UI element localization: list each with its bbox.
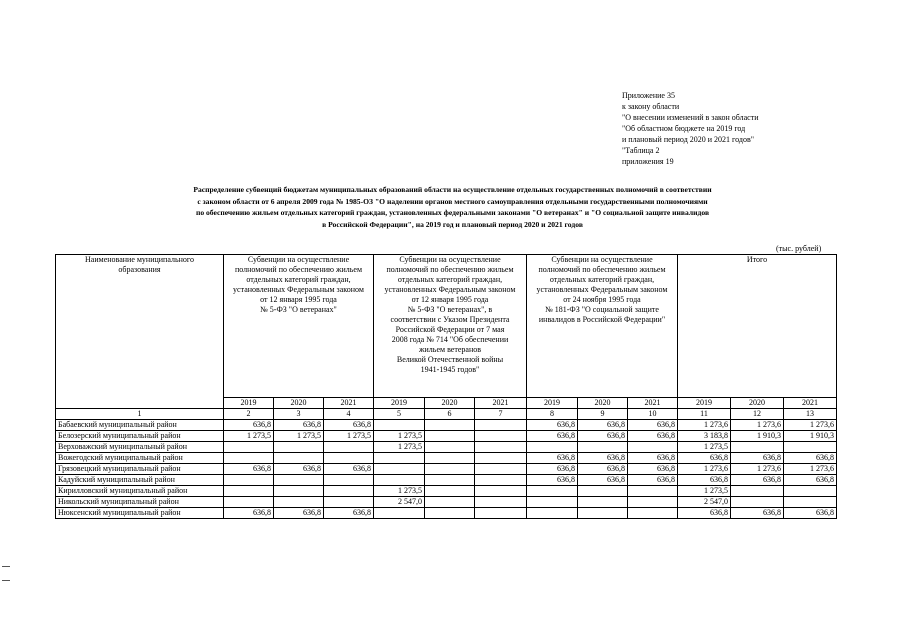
header-line: Российской Федерации от 7 мая: [395, 325, 505, 334]
header-line: полномочий по обеспечению жильем: [538, 265, 666, 274]
value-cell: 636,8: [224, 508, 274, 519]
value-cell: 636,8: [628, 453, 678, 464]
table-row: [56, 453, 837, 464]
value-cell: [784, 486, 837, 497]
header-line: Субвенции на осуществление: [551, 255, 653, 264]
value-cell: 2 547,0: [374, 497, 425, 508]
value-cell: 1 273,6: [678, 420, 731, 431]
header-line: 2008 года № 714 "Об обеспечении: [391, 335, 509, 344]
header-line: Великой Отечественной войны: [396, 355, 504, 364]
value-cell: [425, 486, 475, 497]
year-cell: 2021: [784, 398, 837, 409]
value-cell: [374, 475, 425, 486]
header-line: Итого: [746, 255, 768, 264]
table-row: [56, 475, 837, 486]
header-line: 1941-1945 годов": [420, 365, 480, 374]
value-cell: 1 273,6: [731, 420, 784, 431]
scan-edge-mark: [2, 580, 10, 581]
value-cell: 3 183,8: [678, 431, 731, 442]
header-line: установленных Федеральным законом: [536, 285, 668, 294]
column-number-cell: 5: [374, 409, 425, 420]
value-cell: [475, 508, 527, 519]
year-cell: 2021: [628, 398, 678, 409]
municipality-name-cell: Верховажский муниципальный район: [56, 442, 224, 453]
value-cell: [224, 486, 274, 497]
value-cell: 2 547,0: [678, 497, 731, 508]
value-cell: [475, 420, 527, 431]
value-cell: 1 910,3: [731, 431, 784, 442]
value-cell: [731, 442, 784, 453]
year-cell: 2019: [527, 398, 578, 409]
value-cell: 1 273,6: [731, 464, 784, 475]
value-cell: [425, 453, 475, 464]
title-line: по обеспечению жильем отдельных категорий граждан, установленных федеральными законами "О ветеранах" и "О социальной защите инвалидов: [195, 208, 710, 217]
value-cell: 636,8: [527, 420, 578, 431]
appendix-line: "О внесении изменений в закон области: [622, 113, 759, 122]
value-cell: 1 273,5: [274, 431, 324, 442]
value-cell: 636,8: [628, 464, 678, 475]
column-number-cell: 12: [731, 409, 784, 420]
value-cell: 636,8: [527, 475, 578, 486]
value-cell: [628, 497, 678, 508]
value-cell: [425, 475, 475, 486]
value-cell: [628, 486, 678, 497]
municipality-name-cell: Грязовецкий муниципальный район: [56, 464, 224, 475]
value-cell: [527, 486, 578, 497]
header-line: полномочий по обеспечению жильем: [386, 265, 514, 274]
title-line: в Российской Федерации", на 2019 год и плановый период 2020 и 2021 годов: [322, 219, 583, 229]
appendix-line: "Таблица 2: [622, 146, 660, 155]
header-line: отдельных категорий граждан,: [397, 275, 503, 284]
value-cell: [527, 497, 578, 508]
value-cell: 636,8: [578, 464, 628, 475]
value-cell: 1 273,5: [324, 431, 374, 442]
value-cell: [475, 475, 527, 486]
value-cell: [475, 486, 527, 497]
column-number-cell: 10: [628, 409, 678, 420]
header-line: установленных Федеральным законом: [384, 285, 516, 294]
header-line: от 12 января 1995 года: [260, 295, 337, 304]
appendix-line: Приложение 35: [622, 91, 675, 100]
header-line: отдельных категорий граждан,: [549, 275, 655, 284]
table-row: [56, 497, 837, 508]
value-cell: [224, 442, 274, 453]
value-cell: [274, 497, 324, 508]
value-cell: [274, 486, 324, 497]
header-line: Субвенции на осуществление: [399, 255, 501, 264]
column-number-cell: 3: [274, 409, 324, 420]
value-cell: 636,8: [628, 475, 678, 486]
header-line: № 5-ФЗ "О ветеранах": [260, 305, 337, 314]
table-row: [56, 464, 837, 475]
value-cell: [784, 442, 837, 453]
header-line: инвалидов в Российской Федерации": [538, 315, 666, 324]
value-cell: 1 273,6: [784, 420, 837, 431]
value-cell: [324, 442, 374, 453]
value-cell: 636,8: [578, 420, 628, 431]
value-cell: 636,8: [527, 431, 578, 442]
value-cell: 636,8: [578, 431, 628, 442]
value-cell: 1 273,6: [678, 464, 731, 475]
column-number-cell: 8: [527, 409, 578, 420]
value-cell: [731, 486, 784, 497]
column-number-cell: 13: [784, 409, 837, 420]
value-cell: 636,8: [731, 475, 784, 486]
header-line: жильем ветеранов: [419, 345, 481, 354]
value-cell: [224, 475, 274, 486]
municipality-name-cell: Кадуйский муниципальный район: [56, 475, 224, 486]
value-cell: [578, 497, 628, 508]
value-cell: [578, 508, 628, 519]
appendix-block: [622, 90, 759, 167]
value-cell: [274, 453, 324, 464]
value-cell: [784, 497, 837, 508]
year-cell: 2020: [578, 398, 628, 409]
value-cell: [527, 508, 578, 519]
header-line: отдельных категорий граждан,: [246, 275, 351, 284]
subsidy-table: [55, 254, 837, 519]
value-cell: 636,8: [678, 508, 731, 519]
value-cell: [324, 486, 374, 497]
value-cell: [578, 442, 628, 453]
table-row: [56, 486, 837, 497]
value-cell: [628, 442, 678, 453]
value-cell: 1 273,5: [678, 486, 731, 497]
value-cell: [374, 508, 425, 519]
value-cell: 636,8: [731, 453, 784, 464]
table-row: [56, 508, 837, 519]
year-cell: 2019: [374, 398, 425, 409]
value-cell: [425, 508, 475, 519]
table-body: [56, 420, 837, 519]
value-cell: 1 273,5: [678, 442, 731, 453]
units-label: (тыс. рублей): [776, 244, 822, 253]
value-cell: [475, 442, 527, 453]
value-cell: 636,8: [678, 475, 731, 486]
group-header-total: [678, 255, 837, 398]
value-cell: 636,8: [274, 420, 324, 431]
group-header-veterans: [224, 255, 374, 398]
value-cell: [425, 431, 475, 442]
value-cell: [475, 497, 527, 508]
value-cell: [527, 442, 578, 453]
value-cell: [731, 497, 784, 508]
value-cell: 636,8: [527, 464, 578, 475]
value-cell: 636,8: [324, 420, 374, 431]
appendix-line: и плановый период 2020 и 2021 годов": [622, 135, 755, 144]
value-cell: 1 273,6: [784, 464, 837, 475]
header-line: Субвенции на осуществление: [247, 255, 350, 264]
column-number-cell: 6: [425, 409, 475, 420]
value-cell: 1 273,5: [224, 431, 274, 442]
year-cell: 2019: [224, 398, 274, 409]
municipality-name-cell: Вожегодский муниципальный район: [56, 453, 224, 464]
value-cell: [374, 453, 425, 464]
value-cell: [425, 464, 475, 475]
value-cell: 636,8: [578, 475, 628, 486]
header-row: [56, 255, 837, 398]
value-cell: 636,8: [628, 420, 678, 431]
column-number-cell: 9: [578, 409, 628, 420]
value-cell: 636,8: [527, 453, 578, 464]
group-header-disabled: [527, 255, 678, 398]
value-cell: [324, 497, 374, 508]
appendix-line: приложения 19: [622, 157, 674, 166]
value-cell: [425, 442, 475, 453]
appendix-line: к закону области: [622, 102, 680, 111]
column-number-cell: 7: [475, 409, 527, 420]
table-row: [56, 442, 837, 453]
group-header-wwii-veterans: [374, 255, 527, 398]
value-cell: 636,8: [578, 453, 628, 464]
value-cell: 1 910,3: [784, 431, 837, 442]
value-cell: [274, 475, 324, 486]
appendix-line: "Об областном бюджете на 2019 год: [622, 124, 746, 133]
header-line: № 181-ФЗ "О социальной защите: [545, 305, 659, 314]
value-cell: 636,8: [274, 464, 324, 475]
year-cell: 2020: [425, 398, 475, 409]
title-line: Распределение субвенций бюджетам муниципальных образований области на осуществление отдельных государственных полномочий в соответствии: [193, 185, 712, 194]
value-cell: [475, 464, 527, 475]
value-cell: [324, 475, 374, 486]
value-cell: [224, 453, 274, 464]
header-line: полномочий по обеспечению жильем: [234, 265, 363, 274]
name-column-header: [56, 255, 224, 409]
value-cell: [324, 453, 374, 464]
value-cell: [425, 420, 475, 431]
table-row: [56, 420, 837, 431]
value-cell: 636,8: [324, 508, 374, 519]
municipality-name-cell: Бабаевский муниципальный район: [56, 420, 224, 431]
value-cell: 1 273,5: [374, 442, 425, 453]
title-line: с законом области от 6 апреля 2009 года № 1985-ОЗ "О наделении органов местного самоуправления отдельными государственными полномочиями: [197, 196, 708, 206]
value-cell: [628, 508, 678, 519]
header-line: установленных Федеральным законом: [233, 285, 364, 294]
municipality-name-cell: Белозерский муниципальный район: [56, 431, 224, 442]
municipality-name-cell: Нюксенский муниципальный район: [56, 508, 224, 519]
header-line: Наименование муниципального: [85, 255, 194, 264]
value-cell: 636,8: [628, 431, 678, 442]
value-cell: 636,8: [224, 464, 274, 475]
column-number-cell: 11: [678, 409, 731, 420]
header-line: № 5-ФЗ "О ветеранах", в: [407, 305, 493, 314]
value-cell: [578, 486, 628, 497]
header-line: образования: [118, 265, 161, 274]
municipality-name-cell: Кирилловский муниципальный район: [56, 486, 224, 497]
document-title: [100, 184, 805, 230]
value-cell: [274, 442, 324, 453]
column-number-cell: 2: [224, 409, 274, 420]
value-cell: [475, 453, 527, 464]
value-cell: [425, 497, 475, 508]
column-number-row: [56, 409, 837, 420]
header-line: от 12 января 1995 года: [411, 295, 489, 304]
value-cell: 636,8: [274, 508, 324, 519]
year-cell: 2020: [274, 398, 324, 409]
value-cell: 636,8: [784, 475, 837, 486]
value-cell: 1 273,5: [374, 486, 425, 497]
value-cell: 636,8: [678, 453, 731, 464]
year-cell: 2021: [324, 398, 374, 409]
value-cell: 636,8: [324, 464, 374, 475]
value-cell: 636,8: [731, 508, 784, 519]
header-line: соответствии с Указом Президента: [390, 315, 510, 324]
value-cell: [374, 420, 425, 431]
value-cell: [224, 497, 274, 508]
value-cell: [374, 464, 425, 475]
scan-edge-mark: [2, 566, 10, 567]
column-number-cell: 1: [56, 409, 224, 420]
column-number-cell: 4: [324, 409, 374, 420]
year-cell: 2020: [731, 398, 784, 409]
value-cell: 1 273,5: [374, 431, 425, 442]
year-cell: 2021: [475, 398, 527, 409]
value-cell: 636,8: [784, 508, 837, 519]
value-cell: 636,8: [784, 453, 837, 464]
table-row: [56, 431, 837, 442]
municipality-name-cell: Никольский муниципальный район: [56, 497, 224, 508]
header-line: от 24 ноября 1995 года: [563, 295, 641, 304]
value-cell: [475, 431, 527, 442]
year-cell: 2019: [678, 398, 731, 409]
value-cell: 636,8: [224, 420, 274, 431]
